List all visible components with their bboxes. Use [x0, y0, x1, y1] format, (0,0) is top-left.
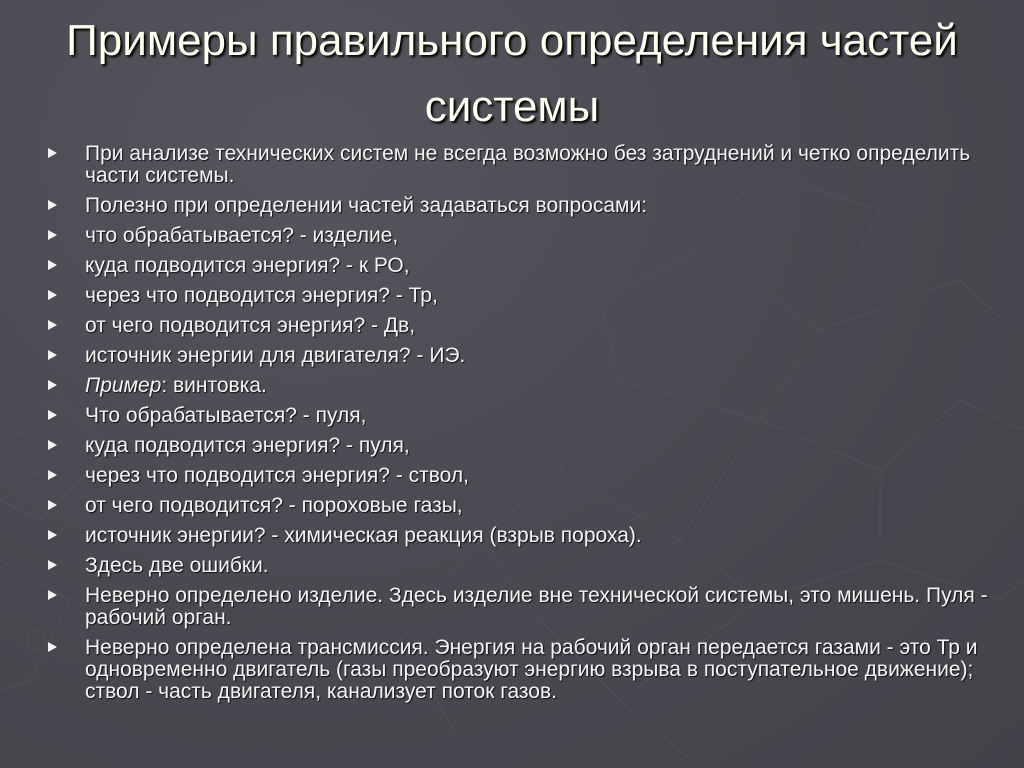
list-item — [48, 375, 1008, 397]
item-text: от чего подводится энергия? - Дв, — [85, 314, 416, 337]
list-item — [48, 143, 1008, 187]
item-text: Неверно определено изделие. Здесь изделие вне технической системы, это мишень. Пуля - рабочий орган. — [85, 584, 988, 629]
item-text: Здесь две ошибки. — [85, 554, 269, 577]
item-text: через что подводится энергия? - ствол, — [85, 464, 469, 487]
item-text: Полезно при определении частей задаваться вопросами: — [85, 194, 648, 217]
list-item — [48, 555, 1008, 577]
item-text: источник энергии для двигателя? - ИЭ. — [85, 344, 466, 367]
triangle-bullet-icon — [48, 260, 57, 270]
triangle-bullet-icon — [48, 320, 57, 330]
triangle-bullet-icon — [48, 470, 57, 480]
item-text: источник энергии? - химическая реакция (взрыв пороха). — [85, 524, 642, 547]
list-item — [48, 435, 1008, 457]
list-item — [48, 495, 1008, 517]
triangle-bullet-icon — [48, 440, 57, 450]
item-text: Неверно определена трансмиссия. Энергия на рабочий орган передается газами - это Тр и одновременно двигатель (газы преобразуют энергию взрыва в поступательное движение); ствол - часть двигателя, канализует поток газов. — [85, 636, 978, 703]
triangle-bullet-icon — [48, 290, 57, 300]
triangle-bullet-icon — [48, 200, 57, 210]
list-item — [48, 285, 1008, 307]
item-text: При анализе технических систем не всегда возможно без затруднений и четко определить части системы. — [85, 142, 971, 187]
item-text: : винтовка. — [161, 374, 267, 397]
list-item — [48, 345, 1008, 367]
list-item — [48, 637, 1008, 703]
triangle-bullet-icon — [48, 530, 57, 540]
list-item — [48, 465, 1008, 487]
bullet-list — [48, 143, 1008, 711]
item-text: от чего подводится? - пороховые газы, — [85, 494, 463, 517]
triangle-bullet-icon — [48, 148, 57, 158]
list-item — [48, 315, 1008, 337]
item-text: что обрабатывается? - изделие, — [85, 224, 399, 247]
item-text: через что подводится энергия? - Тр, — [85, 284, 438, 307]
list-item — [48, 405, 1008, 427]
triangle-bullet-icon — [48, 500, 57, 510]
list-item — [48, 225, 1008, 247]
triangle-bullet-icon — [48, 350, 57, 360]
item-text: куда подводится энергия? - к РО, — [85, 254, 410, 277]
triangle-bullet-icon — [48, 560, 57, 570]
slide-title: Примеры правильного определения частей системы — [66, 16, 958, 131]
triangle-bullet-icon — [48, 590, 57, 600]
triangle-bullet-icon — [48, 642, 57, 652]
item-emphasis: Пример — [85, 374, 162, 397]
triangle-bullet-icon — [48, 410, 57, 420]
item-text: Что обрабатывается? - пуля, — [85, 404, 367, 427]
list-item — [48, 585, 1008, 629]
list-item — [48, 255, 1008, 277]
list-item — [48, 525, 1008, 547]
item-text: куда подводится энергия? - пуля, — [85, 434, 410, 457]
triangle-bullet-icon — [48, 230, 57, 240]
list-item — [48, 195, 1008, 217]
triangle-bullet-icon — [48, 380, 57, 390]
